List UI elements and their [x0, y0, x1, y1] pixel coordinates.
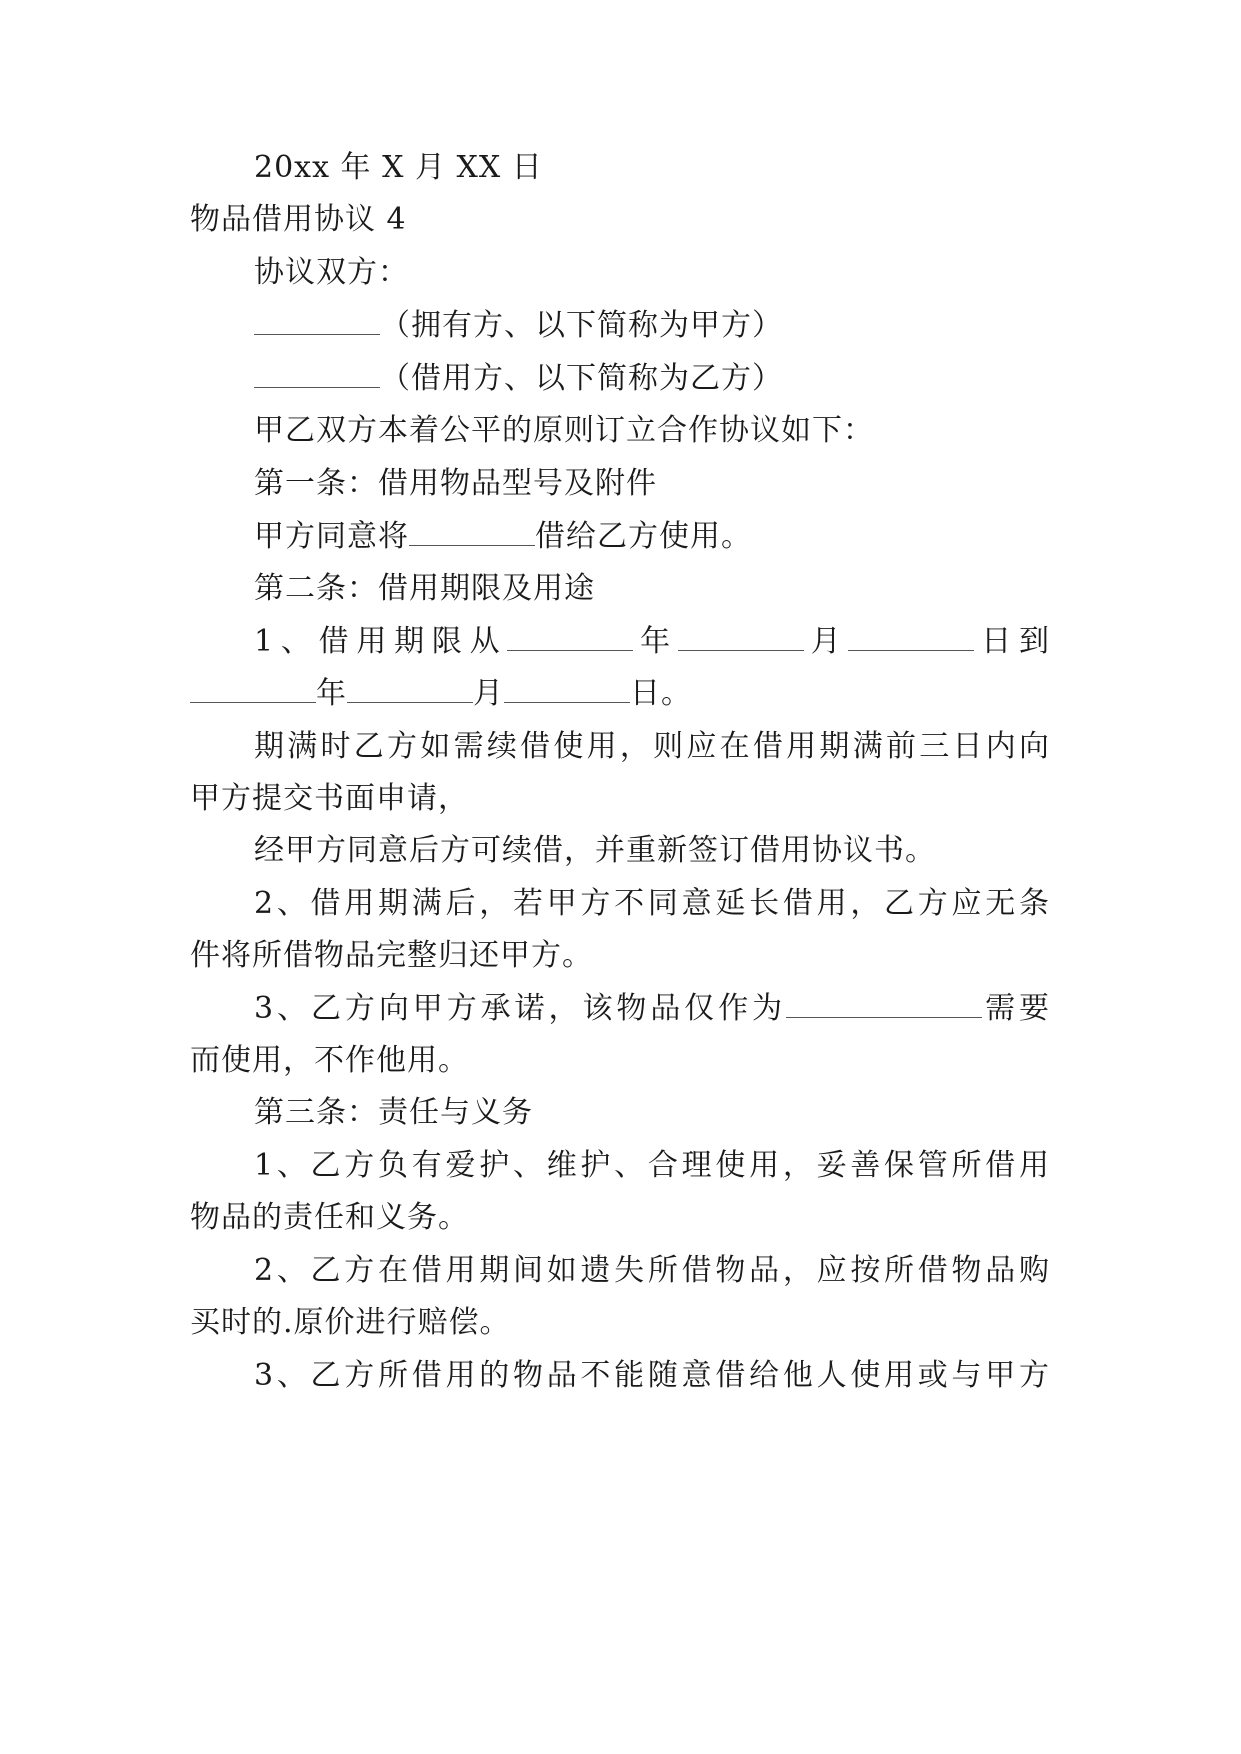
period-end-month: 月: [473, 676, 504, 711]
item3-line2: 而使用，不作他用。: [190, 1043, 469, 1078]
article1-text: [254, 517, 1050, 557]
article1-title: 第一条：借用物品型号及附件: [254, 466, 657, 501]
start-day-blank: [848, 622, 974, 651]
article1-blank: [409, 517, 535, 546]
party-a-line: [254, 306, 1050, 346]
start-year-blank: [507, 622, 633, 651]
duty3-line1: 3、乙方所借用的物品不能随意借给他人使用或与甲方: [254, 1358, 1050, 1393]
item3-blank: [786, 989, 982, 1018]
duty2-line1: 2、乙方在借用期间如遗失所借物品，应按所借物品购: [254, 1253, 1050, 1288]
party-a-blank: [254, 306, 380, 335]
end-year-blank: [190, 674, 316, 703]
period-end-day: 日。: [630, 676, 692, 711]
party-b-blank: [254, 359, 380, 388]
document-title: 物品借用协议 4: [190, 202, 407, 237]
item3-line1: [254, 989, 1050, 1029]
item2-line1: 2、借用期满后，若甲方不同意延长借用，乙方应无条: [254, 886, 1050, 921]
preamble: 甲乙双方本着公平的原则订立合作协议如下：: [254, 413, 874, 448]
item3-pre: 3、乙方向甲方承诺，该物品仅作为: [254, 991, 787, 1026]
period-prefix: 1、借用期限从: [254, 624, 508, 659]
item3-post: 需要: [982, 991, 1051, 1026]
party-b-line: [254, 359, 1050, 399]
party-b-suffix: （借用方、以下简称为乙方）: [380, 361, 783, 396]
end-day-blank: [504, 674, 630, 703]
period-line2: [190, 674, 1050, 714]
article1-text-pre: 甲方同意将: [254, 519, 409, 554]
duty1-line1: 1、乙方负有爱护、维护、合理使用，妥善保管所借用: [254, 1148, 1050, 1183]
end-month-blank: [347, 674, 473, 703]
renewal-line2: 甲方提交书面申请，: [190, 781, 469, 816]
duty2-line2: 买时的.原价进行赔偿。: [190, 1305, 511, 1340]
article1-text-post: 借给乙方使用。: [535, 519, 752, 554]
period-line1: [254, 622, 1050, 662]
date-line: 20xx 年 X 月 XX 日: [254, 150, 543, 185]
renewal-line3: 经甲方同意后方可续借，并重新签订借用协议书。: [254, 833, 936, 868]
period-day-to: 日到: [974, 624, 1051, 659]
item2-line2: 件将所借物品完整归还甲方。: [190, 938, 593, 973]
start-month-blank: [678, 622, 804, 651]
period-month: 月: [803, 624, 849, 659]
party-a-suffix: （拥有方、以下简称为甲方）: [380, 308, 783, 343]
renewal-line1: 期满时乙方如需续借使用，则应在借用期满前三日内向: [254, 729, 1050, 764]
duty1-line2: 物品的责任和义务。: [190, 1200, 469, 1235]
period-year: 年: [633, 624, 678, 659]
article3-title: 第三条：责任与义务: [254, 1095, 533, 1130]
period-end-year: 年: [316, 676, 347, 711]
article2-title: 第二条：借用期限及用途: [254, 571, 595, 606]
parties-label: 协议双方：: [254, 255, 409, 290]
